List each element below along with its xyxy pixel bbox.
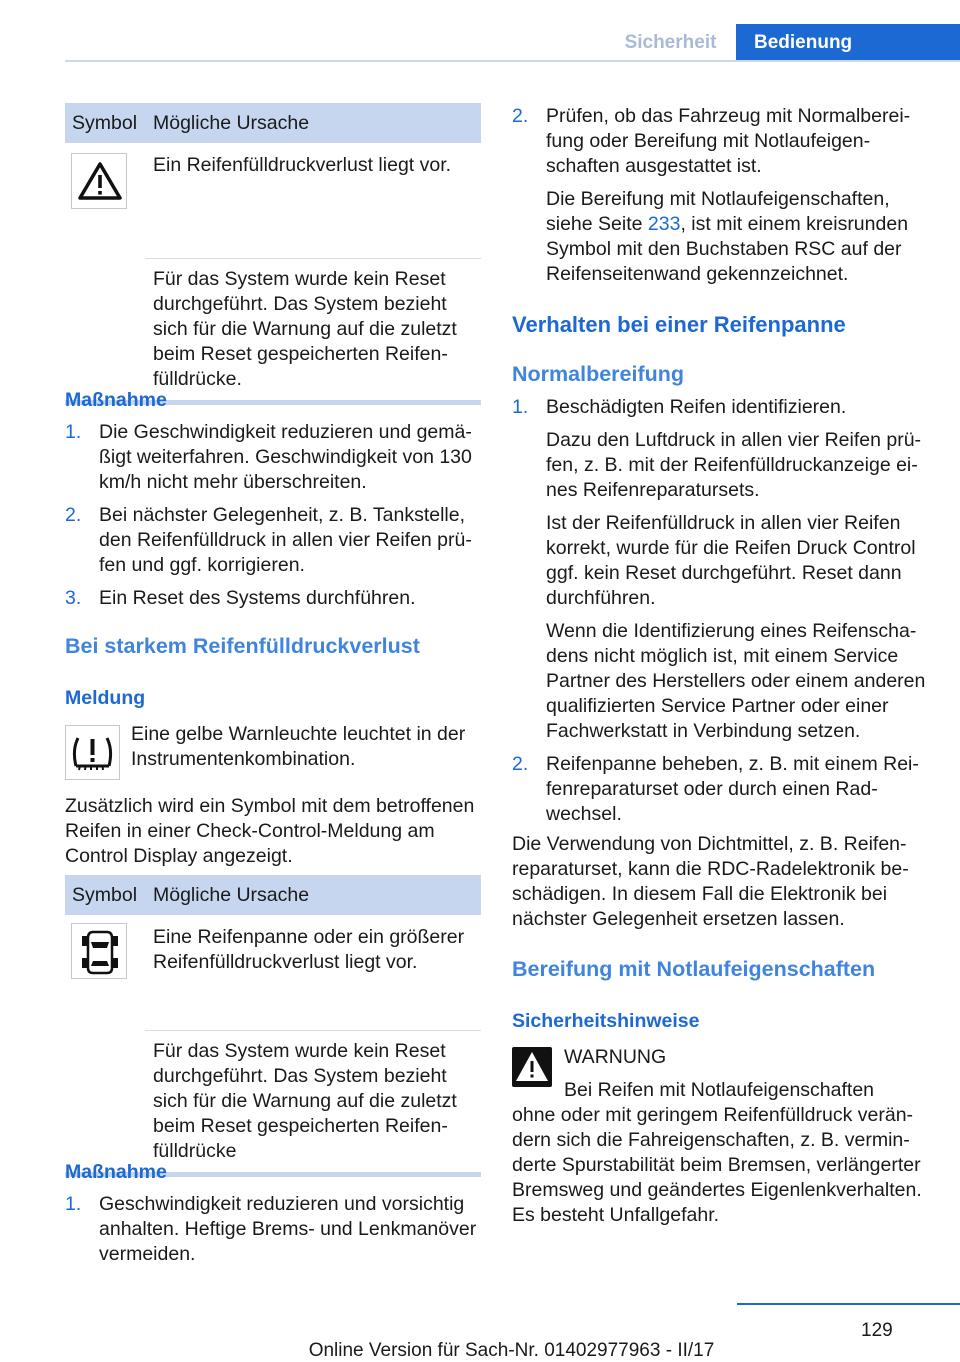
- list-item: 1. Geschwindigkeit reduzieren und vorsichtig anhalten. Heftige Brems- und Lenkmanöver vermeiden.: [65, 1193, 477, 1265]
- massnahme-heading: Maßnahme: [65, 1161, 167, 1183]
- list-item: 1. Beschädigten Reifen identifizieren. Dazu den Luftdruck in allen vier Reifen prüfen, z. B. mit der Reifenfülldruckanzeige eines Reifenreparatursets. Ist der Reifenfülldruck in allen vier Reifen korrekt, wurde für die Reifen Druck Control ggf. kein Reset durchgeführt. Reset dann durchführen. Wenn die Identifizierung eines Reifenschadens nicht möglich ist, mit einem Service Partner des Herstellers oder einem anderen qualifizierten Service Partner oder einer Fachwerkstatt in Verbindung setzen.: [512, 396, 926, 742]
- col-symbol: Symbol: [72, 884, 138, 906]
- col-cause: Mögliche Ursache: [153, 884, 310, 906]
- table-row: [65, 915, 481, 1030]
- page-number: 129: [861, 1320, 893, 1341]
- cause-text: Für das System wurde kein Reset durchgeführt. Das System bezieht sich für die Warnung auf die zuletzt beim Reset gespeicherten Reifenfülldrücke.: [153, 268, 457, 390]
- cause-text: Ein Reifenfülldruckverlust liegt vor.: [153, 154, 452, 176]
- col-cause: Mögliche Ursache: [153, 112, 310, 134]
- section-heading: Verhalten bei einer Reifenpanne: [512, 312, 846, 337]
- list-item: 3. Ein Reset des Systems durchführen.: [65, 587, 416, 609]
- subsection-heading: Normalbereifung: [512, 362, 685, 386]
- meldung-text: Eine gelbe Warnleuchte leuchtet in der Instrumentenkombination.: [131, 723, 466, 770]
- step-detail: Die Bereifung mit Notlaufeigenschaften, siehe Seite 233, ist mit einem kreisrunden Symbol mit den Buchstaben RSC auf der Reifenseitenwand gekennzeichnet.: [546, 188, 909, 285]
- body-paragraph: Zusätzlich wird ein Symbol mit dem betroffenen Reifen in einer Check-Control-Meldung am Control Display angezeigt.: [65, 795, 475, 867]
- list-item: 2. Prüfen, ob das Fahrzeug mit Normalbereifung oder Bereifung mit Notlaufeigenschaften ausgestattet ist. Die Bereifung mit Notlaufeigenschaften, siehe Seite 233, ist mit einem kreisrunden Symbol mit den Buchstaben RSC auf der Reifenseitenwand gekennzeichnet.: [512, 104, 927, 287]
- footer-divider: [737, 1303, 960, 1305]
- section-heading: Bei starkem Reifenfülldruckverlust: [65, 634, 420, 658]
- symbol-table-1: [65, 103, 481, 405]
- page-link[interactable]: 233: [647, 213, 681, 235]
- tab-bedienung[interactable]: Bedienung: [736, 24, 960, 62]
- warning-label: WARNUNG: [564, 1046, 667, 1068]
- section-heading: Bereifung mit Notlaufeigenschaften: [512, 957, 876, 981]
- warning-triangle-icon: [512, 1047, 552, 1087]
- warning-triangle-icon: [71, 153, 127, 209]
- table-row: [65, 1031, 481, 1172]
- col-symbol: Symbol: [72, 112, 138, 134]
- warning-text: ohne oder mit geringem Reifenfülldruck verändern sich die Fahreigenschaften, z. B. verminderte Spurstabilität beim Bremsen, verlängerter Bremsweg und geändertes Eigenlenkverhalten. Es besteht Unfallgefahr.: [512, 1104, 922, 1226]
- tab-sicherheit[interactable]: Sicherheit: [624, 32, 717, 53]
- check-steps: [512, 104, 927, 287]
- footer-note: Online Version für Sach-Nr. 01402977963 - II/17: [308, 1340, 715, 1361]
- tire-pressure-warning-icon: [65, 725, 120, 780]
- cause-text: Eine Reifenpanne oder ein größerer Reifenfülldruckverlust liegt vor.: [153, 926, 465, 973]
- cause-text: Für das System wurde kein Reset durchgeführt. Das System bezieht sich für die Warnung auf die zuletzt beim Reset gespeicherten Reifenfülldrücke: [153, 1040, 457, 1162]
- warning-text-first: Bei Reifen mit Notlaufeigenschaften: [564, 1079, 875, 1101]
- header-divider: [65, 60, 960, 62]
- meldung-heading: Meldung: [65, 687, 146, 709]
- list-item: 2. Bei nächster Gelegenheit, z. B. Tankstelle, den Reifenfülldruck in allen vier Reifen prüfen und ggf. korrigieren.: [65, 504, 472, 576]
- list-item: 1. Die Geschwindigkeit reduzieren und gemäßigt weiterfahren. Geschwindigkeit von 130 km/h nicht mehr überschreiten.: [65, 421, 472, 493]
- table-header: [65, 103, 481, 143]
- list-item: 2. Reifenpanne beheben, z. B. mit einem Reifenreparaturset oder durch einen Radwechsel.: [512, 753, 919, 825]
- symbol-table-2: [65, 875, 481, 1177]
- table-row: [65, 143, 481, 258]
- panne-steps: [512, 395, 927, 827]
- massnahme-heading: Maßnahme: [65, 389, 167, 411]
- body-paragraph: Die Verwendung von Dichtmittel, z. B. Reifenreparaturset, kann die RDC-Radelektronik beschädigen. In diesem Fall die Elektronik bei nächster Gelegenheit ersetzen lassen.: [512, 833, 909, 930]
- car-tire-icon: [71, 923, 127, 979]
- massnahme-steps: [65, 1192, 481, 1267]
- table-header: [65, 875, 481, 915]
- table-row: [65, 259, 481, 400]
- massnahme-steps: [65, 420, 481, 611]
- hinweise-heading: Sicherheitshinweise: [512, 1010, 700, 1032]
